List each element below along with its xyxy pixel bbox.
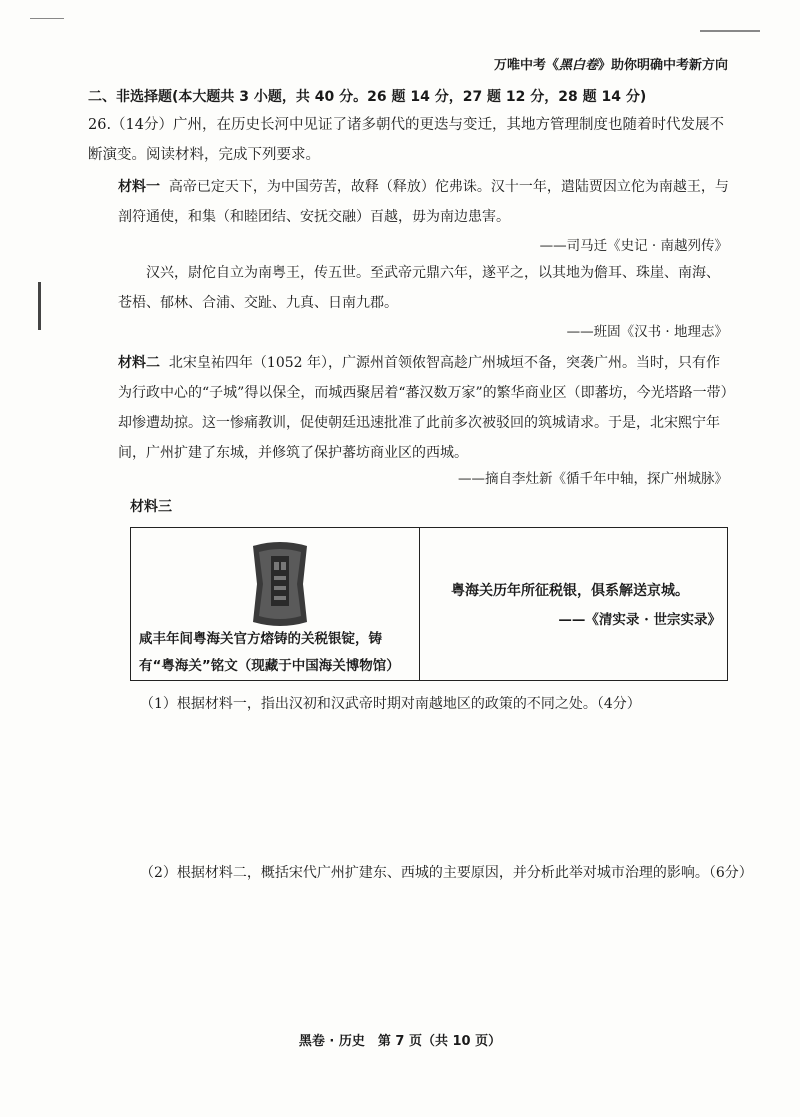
question-1: （1）根据材料一，指出汉初和汉武帝时期对南越地区的政策的不同之处。（4分） [140,696,641,712]
material-2-body: 北宋皇祐四年（1052 年），广源州首领侬智高趁广州城垣不备，突袭广州。当时，只有作为行政中心的“子城”得以保全，而城西聚居着“蕃汉数万家”的繁华商业区（即蕃坊，今光塔路一带）却惨遭劫掠。这一惨痛教训，促使朝廷迅速批准了此前多次被驳回的筑城请求。于是，北宋熙宁年间，广州扩建了东城，并修筑了保护蕃坊商业区的西城。 [118,355,728,461]
material-3-quote-cite: ——《清实录 · 世宗实录》 [558,612,721,628]
material-3-quote: 粤海关历年所征税银，俱系解送京城。 [451,583,689,599]
header-prefix: 万唯中考《 [493,58,559,73]
scan-mark-left-margin [38,282,41,330]
material-3-divider [419,528,420,680]
scan-mark-top-left [30,18,64,19]
material-1-label: 材料一 [118,179,160,195]
page-footer: 黑卷 · 历史 第 7 页（共 10 页） [298,1034,502,1049]
material-1-text-b: 汉兴，尉佗自立为南粤王，传五世。至武帝元鼎六年，遂平之，以其地为儋耳、珠崖、南海、苍梧、郁林、合浦、交趾、九真、日南九郡。 [118,265,720,311]
material-1-text-a [118,172,730,232]
material-2-cite: ——摘自李灶新《循千年中轴，探广州城脉》 [458,471,728,487]
material-1-cite-a: ——司马迁《史记 · 南越列传》 [539,238,728,254]
page-header [494,54,728,73]
silver-ingot-image [249,538,311,628]
question-26-intro: 26.（14分）广州，在历史长河中见证了诸多朝代的更迭与变迁，其地方管理制度也随着时代发展不断演变。阅读材料，完成下列要求。 [88,117,725,163]
material-1-cite-b: ——班固《汉书 · 地理志》 [566,324,728,340]
material-2-text [118,348,730,468]
material-1-body-a: 高帝已定天下，为中国劳苦，故释（释放）佗弗诛。汉十一年，遣陆贾因立佗为南越王，与剖符通使，和集（和睦团结、安抚交融）百越，毋为南边患害。 [118,179,729,225]
section-title: 二、非选择题(本大题共 3 小题，共 40 分。26 题 14 分，27 题 12 分，28 题 14 分) [88,89,647,105]
material-3-table [130,527,728,681]
header-brand: 黑白卷 [558,58,598,73]
question-2: （2）根据材料二，概括宋代广州扩建东、西城的主要原因，并分析此举对城市治理的影响。（6分） [140,865,753,881]
header-suffix: 》助你明确中考新方向 [597,58,728,73]
material-2-label: 材料二 [118,355,160,371]
material-3-caption: 咸丰年间粤海关官方熔铸的关税银锭，铸有“粤海关”铭文（现藏于中国海关博物馆） [139,631,400,674]
scan-mark-top-right [700,30,760,32]
material-3-label: 材料三 [130,499,172,515]
